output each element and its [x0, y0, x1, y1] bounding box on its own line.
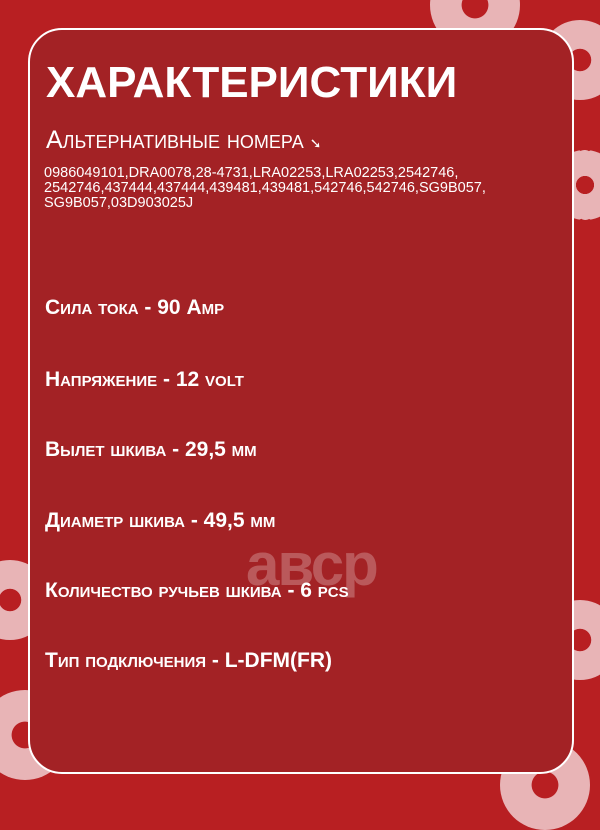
spec-pulley-grooves: Количество ручьев шкива - 6 pcs: [45, 579, 349, 602]
spec-voltage: Напряжение - 12 volt: [45, 368, 244, 391]
spec-pulley-diameter: Диаметр шкива - 49,5 мм: [45, 509, 276, 532]
alt-numbers-heading: [46, 126, 321, 155]
page-title: ХАРАКТЕРИСТИКИ: [46, 58, 458, 107]
alt-numbers-label: Альтернативные номера: [46, 126, 304, 154]
characteristics-card: [28, 28, 574, 774]
spec-current: Сила тока - 90 Amp: [45, 296, 225, 319]
alt-numbers-list: 0986049101,DRA0078,28-4731,LRA02253,LRA02253,2542746, 2542746,437444,437444,439481,439481,542746,542746,SG9B057, SG9B057,03D903025J: [44, 165, 486, 211]
spec-pulley-offset: Вылет шкива - 29,5 мм: [45, 438, 257, 461]
spec-connection-type: Тип подключения - L-DFM(FR): [45, 649, 333, 672]
watermark-logo: авср: [246, 531, 377, 598]
arrow-down-right-icon: ➘: [309, 135, 322, 151]
